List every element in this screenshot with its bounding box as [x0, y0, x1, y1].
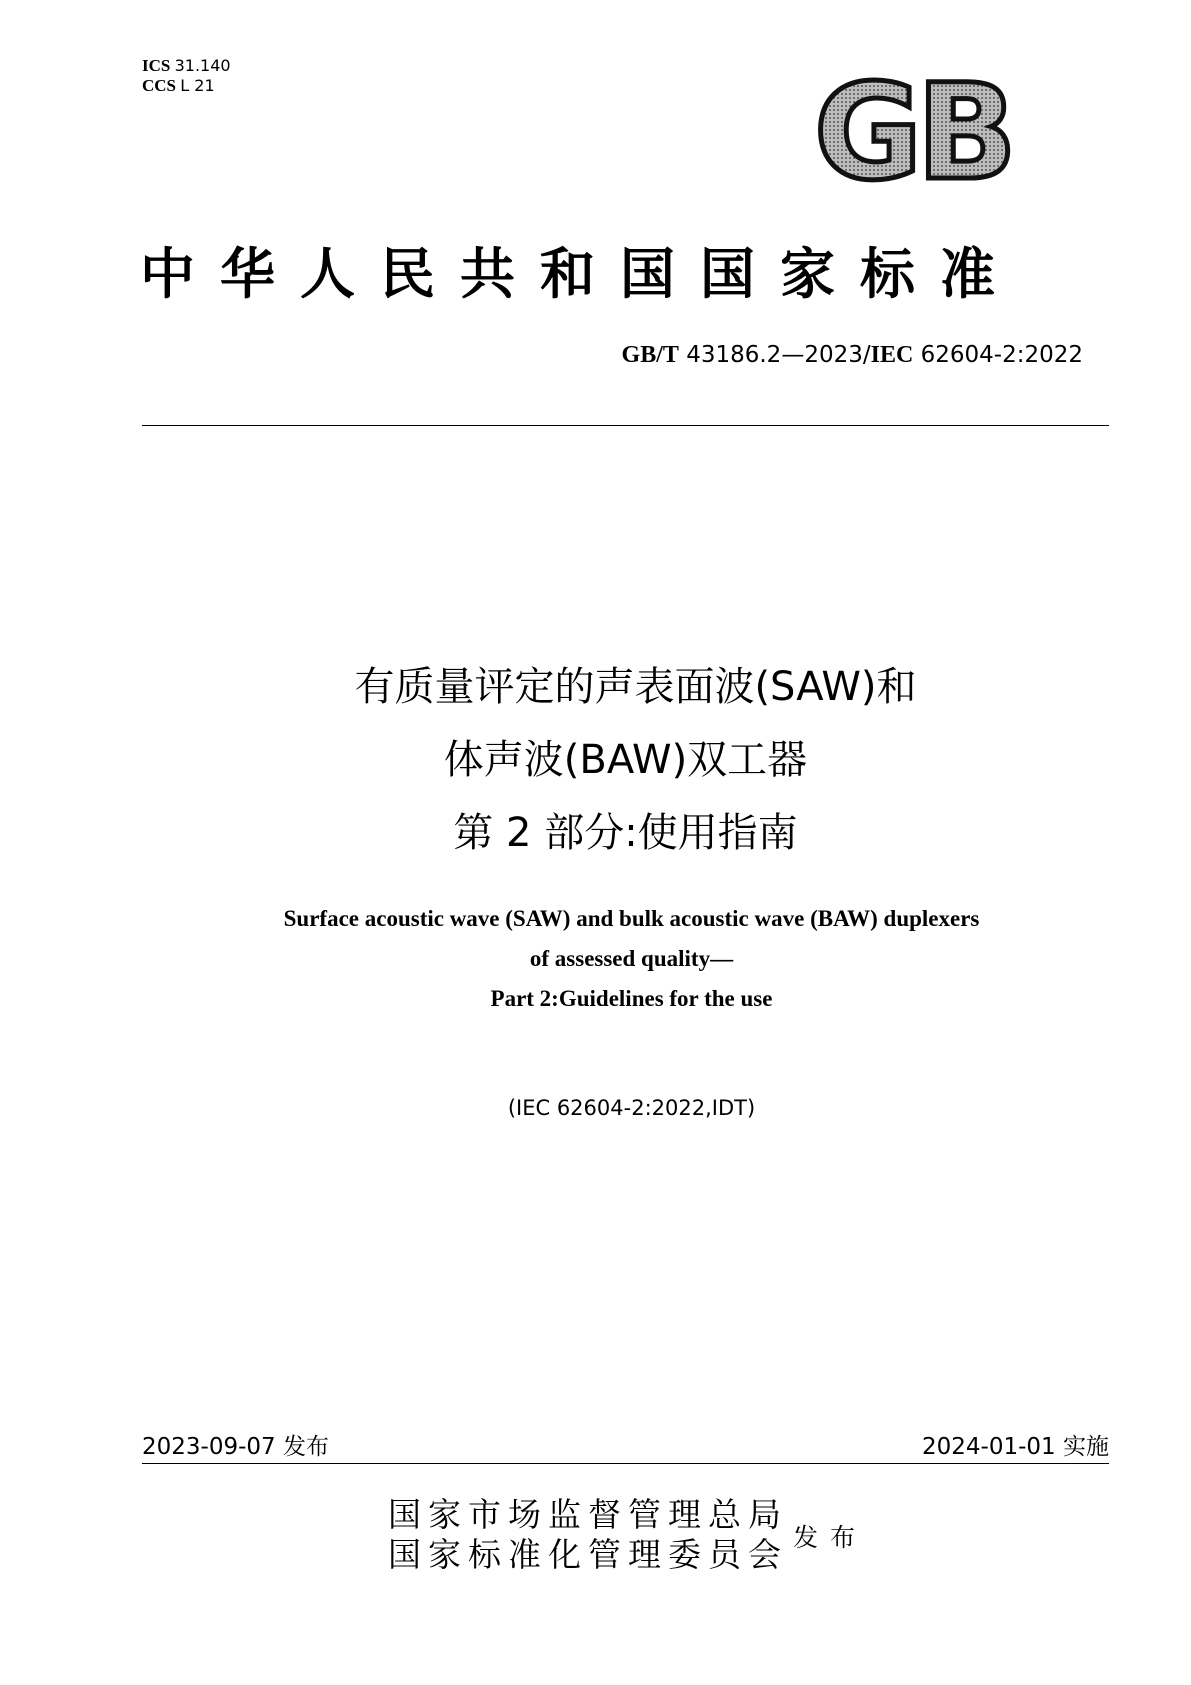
national-standard-title: 中华人民共和国国家标准: [140, 241, 1021, 306]
ccs-label: CCS: [142, 76, 177, 95]
ics-value: 31.140: [174, 56, 231, 75]
ics-label: ICS: [142, 56, 171, 75]
gb-logo: [812, 72, 1048, 188]
ccs-code: [142, 76, 231, 96]
standard-number-value: 43186.2—2023/: [686, 342, 871, 368]
iec-prefix: IEC: [870, 342, 914, 368]
title-en-line2: of assessed quality—: [529, 946, 734, 971]
title-cn-line1: 有质量评定的声表面波(SAW)和: [354, 664, 917, 710]
title-en-line3: Part 2:Guidelines for the use: [490, 986, 773, 1011]
title-cn-line3: 第 2 部分:使用指南: [453, 810, 798, 856]
publish-date: 2023-09-07 发布: [142, 1434, 329, 1460]
title-cn-line2: 体声波(BAW)双工器: [443, 737, 808, 783]
ccs-value: L 21: [180, 76, 215, 95]
ics-code: [142, 56, 231, 76]
bottom-divider: [142, 1463, 1109, 1464]
issuer-line1: 国家市场监督管理总局: [388, 1495, 788, 1534]
issuing-authorities: [388, 1495, 788, 1575]
issuer-line2: 国家标准化管理委员会: [388, 1535, 788, 1574]
adoption-note: (IEC 62604-2:2022,IDT): [507, 1096, 756, 1120]
top-divider: [142, 425, 1109, 426]
implement-date: 2024-01-01 实施: [922, 1434, 1109, 1460]
iec-number: 62604-2:2022: [920, 342, 1083, 368]
issue-label: 发布: [793, 1523, 868, 1552]
title-en-line1: Surface acoustic wave (SAW) and bulk acoustic wave (BAW) duplexers: [283, 906, 980, 931]
standard-number: [622, 342, 1083, 369]
standard-prefix: GB/T: [621, 342, 679, 368]
logo-text: GB: [814, 72, 1011, 188]
classification-codes: [142, 56, 231, 96]
